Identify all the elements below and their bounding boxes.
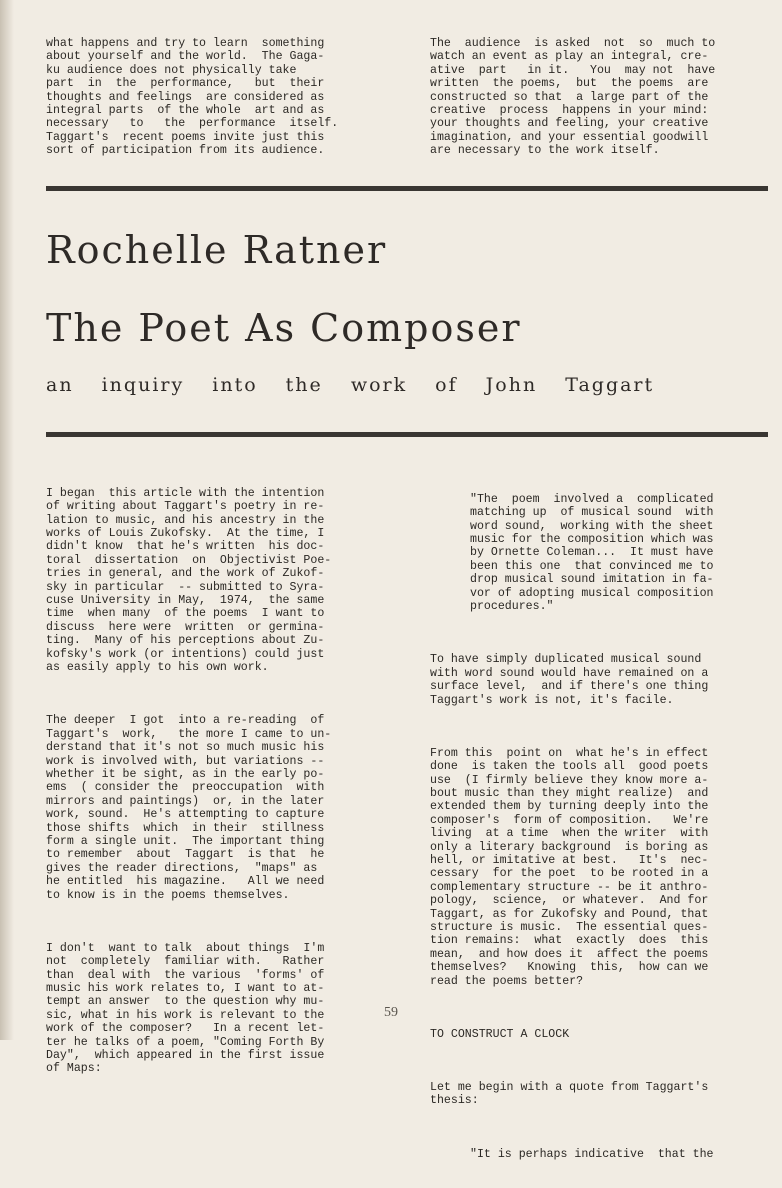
right-paragraph-2: From this point on what he's in effect done is taken the tools all good poets use (I firmly believe they know more a- bout music than they might realize) and extended them by turning deeply into the composer's form of composition. We're living at a time when the writer with only a literary background is boring as hell, or imitative at best. It's nec- cessary for the poet to be rooted in a complementary structure -- be it anthro- pology, science, or whatever. And for Taggart, as for Zukofsky and Pound, that structure is music. The essential ques- tion remains: what exactly does this mean, and how does it affect the poems themselves? Knowing this, how can we read the poems better? — [430, 746, 709, 988]
page-binding-shadow — [0, 0, 14, 1040]
top-right-column: The audience is asked not so much to watch an event as play an integral, cre- ative part in it. You may not have written the poems, but the poems are constructed so that a large part of the creative process happens in your mind: your thoughts and feeling, your creative imagination, and your essential goodwill are necessary to the work itself. — [430, 37, 716, 158]
left-paragraph-1: I began this article with the intention of writing about Taggart's poetry in re- lation to music, and his ancestry in the works of Louis Zukofsky. At the time, I didn't know that he's written his doc- toral dissertation on Objectivist Poe- tries in general, and the work of Zukof- sky in particular -- submitted to Syra- cuse University in May, 1974, the same time when many of the poems I want to discuss here were written or germina- ting. Many of his perceptions about Zu- kofsky's work (or intentions) could just as easily apply to his own work. — [46, 486, 332, 675]
block-quote: "The poem involved a complicated matching up of musical sound with word sound, working with the sheet music for the composition which was by Ornette Coleman... It must have been this one that convinced me to drop musical sound imitation in fa- vor of adopting musical composition procedures." — [470, 492, 714, 614]
top-left-column: what happens and try to learn something about yourself and the world. The Gaga- ku audience does not physically take part in the performance, but their thoughts and feelings are considered as integral parts of the whole art and as necessary to the performance itself. Taggart's recent poems invite just this sort of participation from its audience. — [46, 37, 339, 158]
right-column — [430, 466, 714, 1188]
top-rule — [46, 186, 768, 191]
left-paragraph-2: The deeper I got into a re-reading of Taggart's work, the more I came to un- derstand that it's not so much music his work is involved with, but variations -- whether it be sight, as in the early po- ems ( consider the preoccupation with mirrors and paintings) or, in the later work, sound. He's attempting to capture those shifts which in their stillness form a single unit. The important thing to remember about Taggart is that he gives the reader directions, "maps" as he entitled his magazine. All we need to know is in the poems themselves. — [46, 714, 332, 902]
author-name: Rochelle Ratner — [46, 228, 388, 272]
left-column — [46, 460, 331, 1102]
right-paragraph-3: Let me begin with a quote from Taggart's thesis: — [430, 1081, 709, 1108]
left-paragraph-3: I don't want to talk about things I'm not completely familiar with. Rather than deal with the various 'forms' of music his work relates to, I want to at- tempt an answer to the question why mu- sic, what in his work is relevant to the work of the composer? In a recent let- ter he talks of a poem, "Coming Forth By Day", which appeared in the first issue of Maps: — [46, 941, 325, 1076]
bottom-rule — [46, 432, 768, 437]
article-title: The Poet As Composer — [46, 306, 522, 350]
block-quote-2: "It is perhaps indicative that the — [470, 1147, 714, 1161]
page-number: 59 — [384, 1005, 398, 1020]
article-subtitle: an inquiry into the work of John Taggart — [46, 374, 655, 396]
right-paragraph-1: To have simply duplicated musical sound with word sound would have remained on a surface level, and if there's one thing Taggart's work is not, it's facile. — [430, 653, 709, 707]
section-heading: TO CONSTRUCT A CLOCK — [430, 1027, 570, 1041]
